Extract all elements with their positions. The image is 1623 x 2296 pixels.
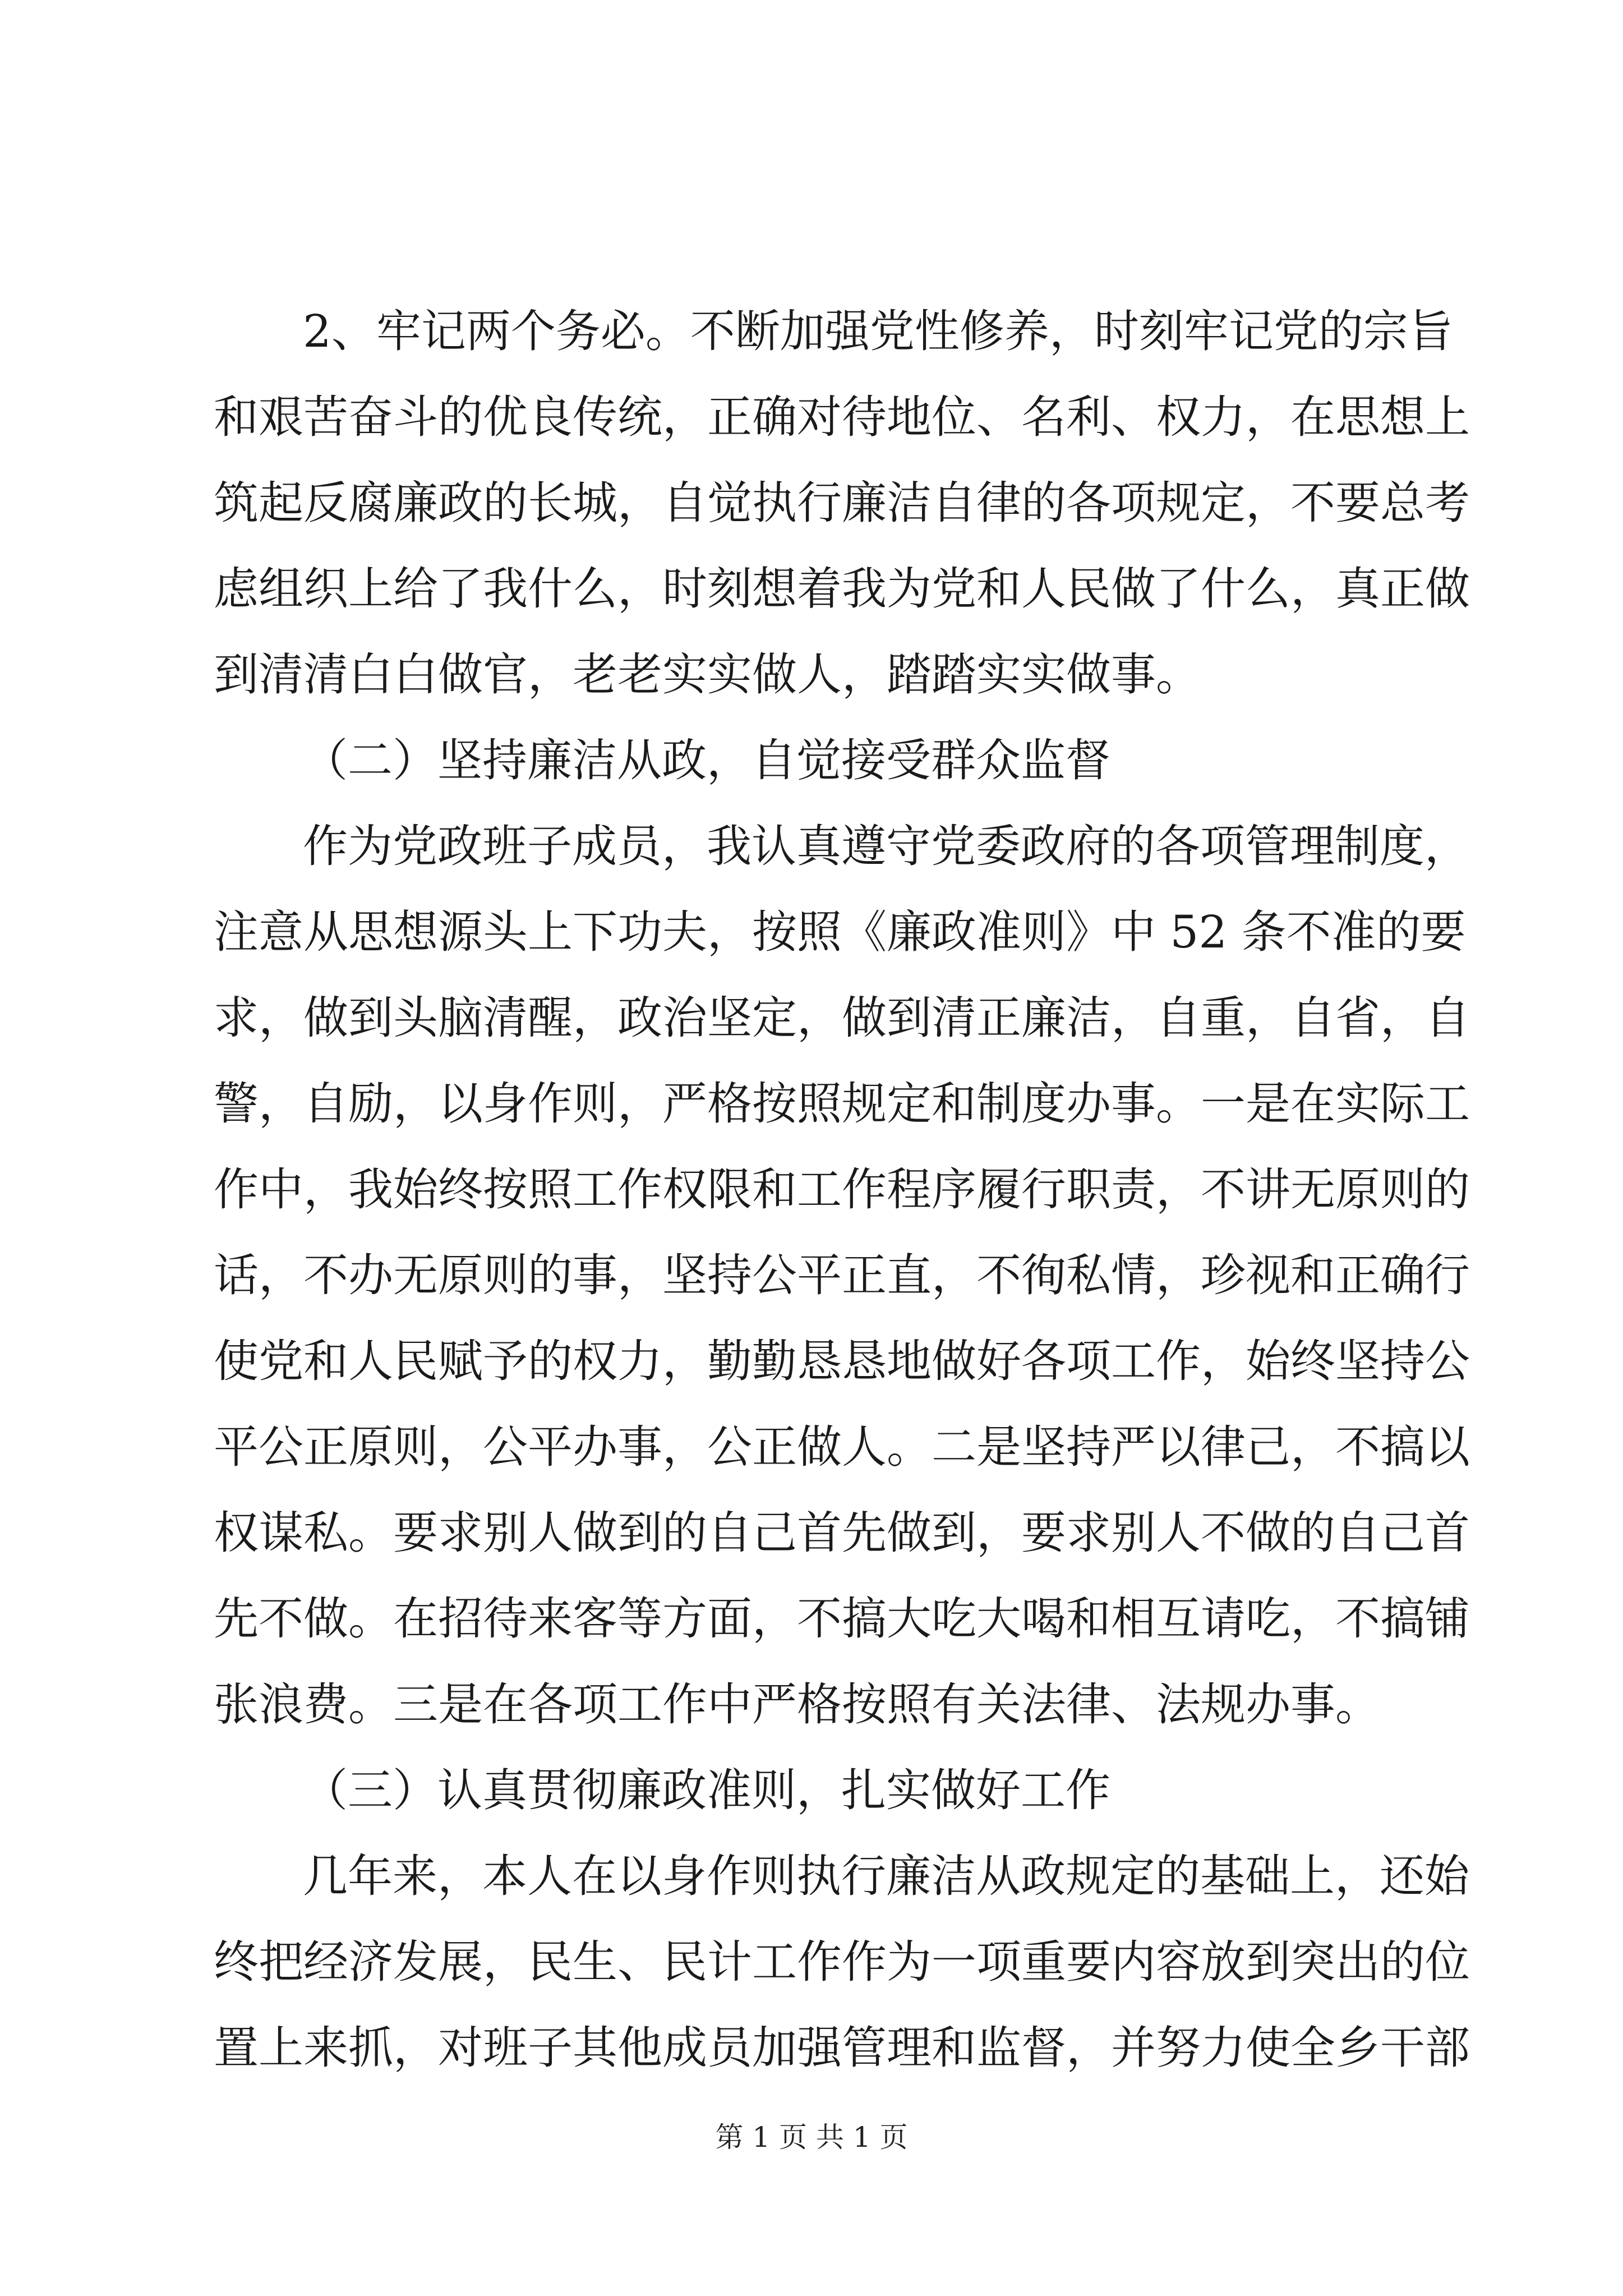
text-line: 注意从思想源头上下功夫，按照《廉政准则》中 52 条不准的要: [214, 906, 1466, 958]
text-line: 置上来抓，对班子其他成员加强管理和监督，并努力使全乡干部: [214, 2022, 1470, 2074]
text-line: 终把经济发展，民生、民计工作作为一项重要内容放到突出的位: [214, 1936, 1470, 1988]
text-line: 平公正原则，公平办事，公正做人。二是坚持严以律己，不搞以: [214, 1421, 1470, 1473]
text-line: 2、牢记两个务必。不断加强党性修养，时刻牢记党的宗旨: [303, 305, 1453, 357]
text-line: 作为党政班子成员，我认真遵守党委政府的各项管理制度，: [303, 820, 1469, 872]
text-line: 几年来，本人在以身作则执行廉洁从政规定的基础上，还始: [303, 1850, 1469, 1902]
text-line: 话，不办无原则的事，坚持公平正直，不徇私情，珍视和正确行: [214, 1249, 1470, 1301]
text-line: 张浪费。三是在各项工作中严格按照有关法律、法规办事。: [214, 1678, 1380, 1731]
text-line: 和艰苦奋斗的优良传统，正确对待地位、名利、权力，在思想上: [214, 391, 1470, 443]
section-heading: （二）坚持廉洁从政，自觉接受群众监督: [303, 734, 1110, 786]
text-line: 使党和人民赋予的权力，勤勤恳恳地做好各项工作，始终坚持公: [214, 1335, 1470, 1387]
text-line: 筑起反腐廉政的长城，自觉执行廉洁自律的各项规定，不要总考: [214, 477, 1470, 529]
section-heading: （三）认真贯彻廉政准则，扎实做好工作: [303, 1764, 1110, 1816]
text-line: 权谋私。要求别人做到的自己首先做到，要求别人不做的自己首: [214, 1507, 1470, 1559]
text-line: 作中，我始终按照工作权限和工作程序履行职责，不讲无原则的: [214, 1163, 1470, 1216]
text-line: 求，做到头脑清醒，政治坚定，做到清正廉洁，自重，自省，自: [214, 992, 1470, 1044]
page-number: 第 1 页 共 1 页: [715, 2121, 908, 2154]
text-line: 先不做。在招待来客等方面，不搞大吃大喝和相互请吃，不搞铺: [214, 1593, 1470, 1645]
text-line: 虑组织上给了我什么，时刻想着我为党和人民做了什么，真正做: [214, 563, 1470, 615]
text-line: 警，自励，以身作则，严格按照规定和制度办事。一是在实际工: [214, 1078, 1470, 1130]
text-line: 到清清白白做官，老老实实做人，踏踏实实做事。: [214, 648, 1201, 701]
